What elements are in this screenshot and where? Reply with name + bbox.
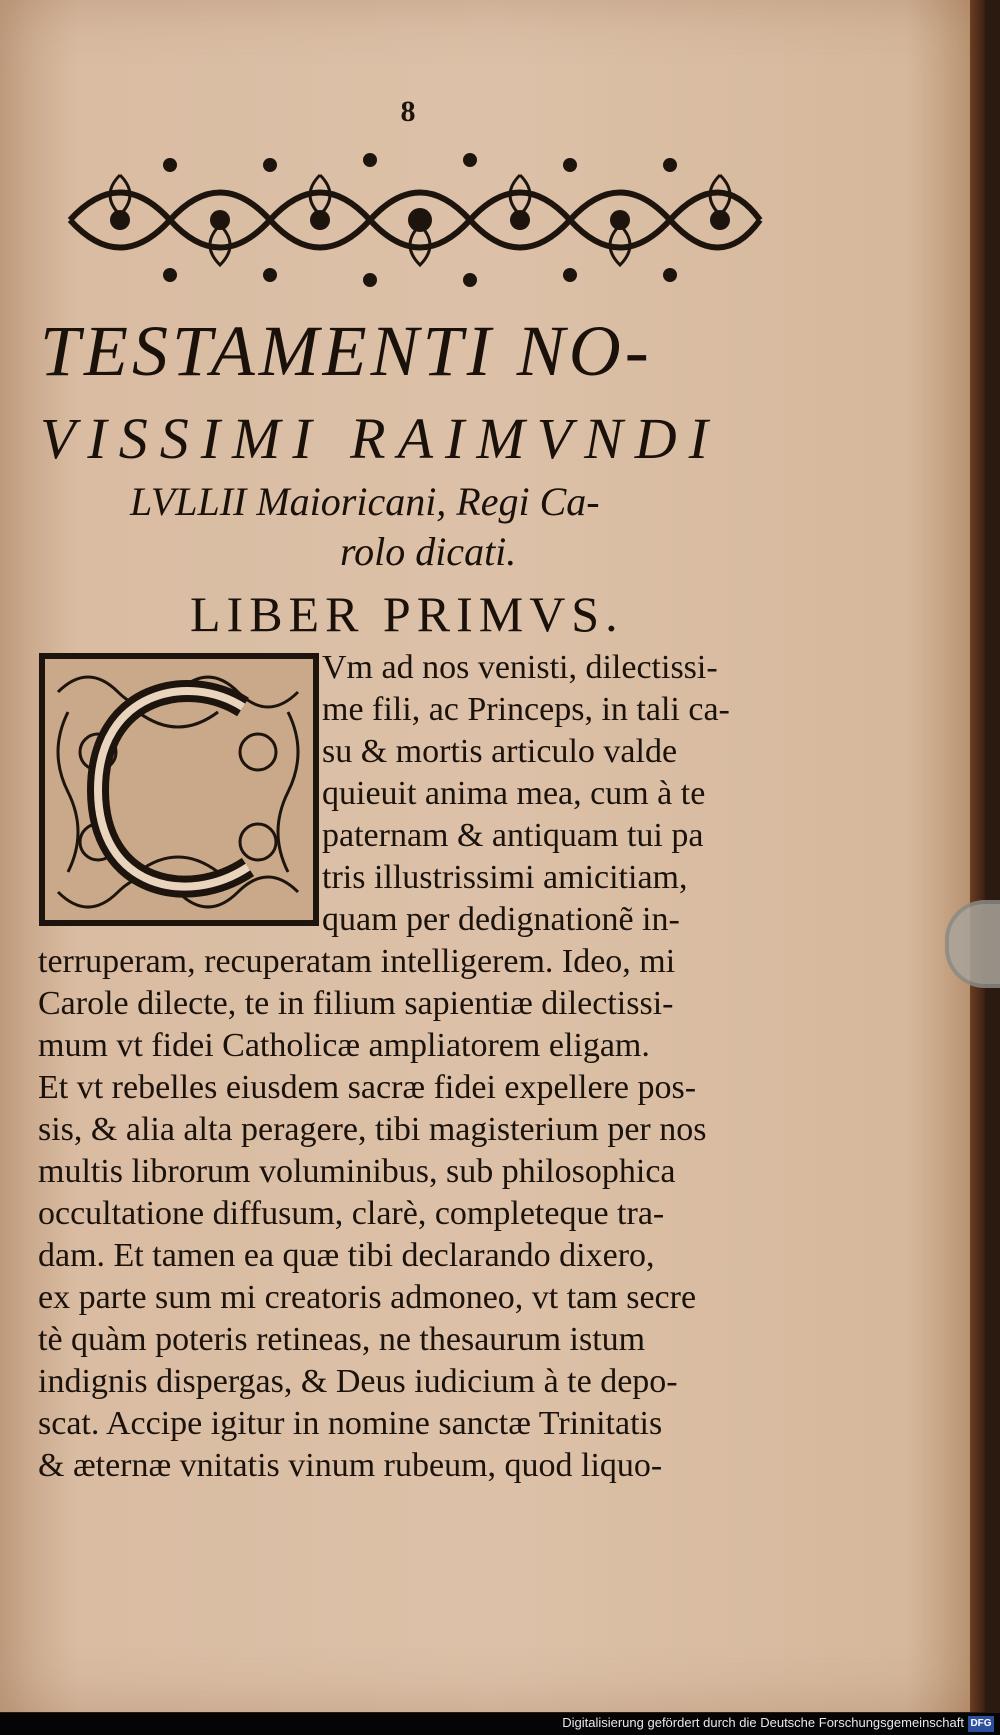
ornamental-headpiece-icon [60,145,770,295]
title-line-4: rolo dicati. [340,529,517,574]
body-line: indignis dispergas, & Deus iudicium à te depo- [38,1363,678,1400]
body-line: Carole dilecte, te in filium sapientiæ dilectissi- [38,985,674,1022]
body-line: quam per dedignationẽ in- [322,901,680,938]
body-line: scat. Accipe igitur in nomine sanctæ Trinitatis [38,1405,663,1442]
body-line: Vm ad nos venisti, dilectissi- [322,649,718,686]
body-line: tris illustrissimi amicitiam, [322,859,688,896]
decorated-initial-icon [38,652,320,927]
dfg-logo-icon: DFG [968,1716,994,1732]
body-line: mum vt fidei Catholicæ ampliatorem eligam. [38,1027,650,1064]
body-line: terruperam, recuperatam intelligerem. Ideo, mi [38,943,676,980]
title-line-2: VISSIMI RAIMVNDI [40,406,720,471]
body-line: dam. Et tamen ea quæ tibi declarando dixero, [38,1237,655,1274]
funding-credit: Digitalisierung gefördert durch die Deutsche Forschungsgemeinschaft [562,1715,964,1730]
body-line: multis librorum voluminibus, sub philosophica [38,1153,676,1190]
digitization-footer [0,1713,1000,1735]
book-heading: LIBER PRIMVS. [190,586,624,642]
body-line: occultatione diffusum, clarè, completeque tra- [38,1195,665,1232]
body-line: Et vt rebelles eiusdem sacræ fidei expellere pos- [38,1069,697,1106]
body-line: su & mortis articulo valde [322,733,678,770]
title-line-3: LVLLII Maioricani, Regi Ca- [130,479,600,524]
title-line-1: TESTAMENTI NO- [40,311,653,391]
body-line: sis, & alia alta peragere, tibi magisterium per nos [38,1111,707,1148]
body-line: paternam & antiquam tui pa [322,817,704,854]
folio-number: 8 [400,95,416,128]
body-line: me fili, ac Princeps, in tali ca- [322,691,730,728]
page-edge [970,0,985,1712]
body-line: quieuit anima mea, cum à te [322,775,706,812]
body-line: ex parte sum mi creatoris admoneo, vt tam secre [38,1279,697,1316]
dropcap-letter: C [178,812,180,813]
metal-clasp [945,900,1000,988]
body-line: & æternæ vnitatis vinum rubeum, quod liquo- [38,1447,663,1484]
body-line: tè quàm poteris retineas, ne thesaurum istum [38,1321,646,1358]
